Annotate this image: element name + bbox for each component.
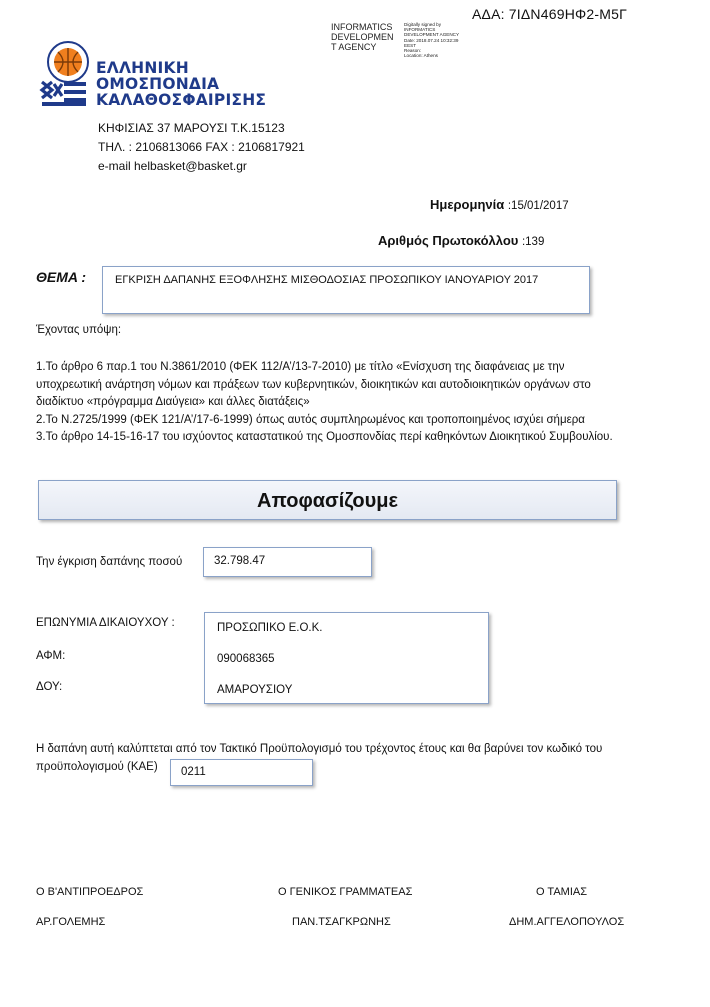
protocol-line [378,233,544,248]
signatory-name-vice-president: ΑΡ.ΓΟΛΕΜΗΣ [36,916,106,928]
decision-title: Αποφασίζουμε [38,480,617,520]
subject-label: ΘΕΜΑ : [36,269,87,285]
afm-label: ΑΦΜ: [36,650,66,662]
ada-code: ΑΔΑ: 7ΙΔΝ469ΗΦ2-Μ5Γ [472,6,627,22]
considering-heading: Έχοντας υπόψη: [36,324,122,336]
signatory-name-general-secretary: ΠΑΝ.ΤΣΑΓΚΡΩΝΗΣ [292,916,391,928]
beneficiary-name-label: ΕΠΩΝΥΜΙΑ ΔΙΚΑΙΟΥΧΟΥ : [36,617,175,629]
legal-references: 1.Το άρθρο 6 παρ.1 του Ν.3861/2010 (ΦΕΚ 112/Α’/13-7-2010) με τίτλο «Ενίσχυση της διαφάνειας με την υποχρεωτική ανάρτηση νόμων και πράξεων των κυβερνητικών, διοικητικών και αυτοδιοικητικών οργάνων στο διαδίκτυο «πρόγραμμα Διαύγεια» και άλλες διατάξεις» 2.Το Ν.2725/1999 (ΦΕΚ 121/Α’/17-6-1999) όπως αυτός συμπληρωμένος και τροποποιημένος ισχύει σήμερα 3.Το άρθρο 14-15-16-17 του ισχύοντος καταστατικού της Ομοσπονδίας περί καθηκόντων Διοικητικού Συμβουλίου. [36,361,613,443]
signatory-name-treasurer: ΔΗΜ.ΑΓΓΕΛΟΠΟΥΛΟΣ [509,916,625,928]
date-value: :15/01/2017 [507,200,569,212]
federation-logo-icon [38,40,98,112]
beneficiary-doy: ΑΜΑΡΟΥΣΙΟΥ [217,684,293,696]
protocol-value: :139 [521,236,545,248]
approval-amount-field: 32.798.47 [203,547,372,577]
date-label: Ημερομηνία [430,197,505,212]
beneficiary-name: ΠΡΟΣΩΠΙΚΟ Ε.Ο.Κ. [217,622,323,634]
kae-code-field: 0211 [170,759,313,786]
federation-address: ΚΗΦΙΣΙΑΣ 37 ΜΑΡΟΥΣΙ Τ.Κ.15123 ΤΗΛ. : 2106813066 FAX : 2106817921 e-mail helbasket@basket.gr [98,121,305,173]
signatory-role-treasurer: Ο ΤΑΜΙΑΣ [536,886,588,898]
signatory-role-general-secretary: Ο ΓΕΝΙΚΟΣ ΓΡΑΜΜΑΤΕΑΣ [278,886,413,898]
signatory-role-vice-president: Ο Β'ΑΝΤΙΠΡΟΕΔΡΟΣ [36,886,144,898]
approval-label: Την έγκριση δαπάνης ποσού [36,556,183,568]
digital-signature-signer: INFORMATICS DEVELOPMEN T AGENCY [331,22,394,52]
date-line [430,197,569,212]
digital-signature-details: Digitally signed by INFORMATICS DEVELOPMENT AGENCY Date: 2018.07.24 10:32:39 EEST Reason: Location: Athens [404,22,460,59]
beneficiary-box [204,612,489,704]
subject-box: ΕΓΚΡΙΣΗ ΔΑΠΑΝΗΣ ΕΞΟΦΛΗΣΗΣ ΜΙΣΘΟΔΟΣΙΑΣ ΠΡΟΣΩΠΙΚΟΥ ΙΑΝΟΥΑΡΙΟΥ 2017 [102,266,590,314]
protocol-label: Αριθμός Πρωτοκόλλου [378,233,519,248]
budget-text: Η δαπάνη αυτή καλύπτεται από τον Τακτικό Προϋπολογισμό του τρέχοντος έτους και θα βαρύνει τον κωδικό του προϋπολογισμού (ΚΑΕ) [36,743,603,773]
federation-name: ΕΛΛΗΝΙΚΗ ΟΜΟΣΠΟΝΔΙΑ ΚΑΛΑΘΟΣΦΑΙΡΙΣΗΣ [96,59,267,109]
beneficiary-afm: 090068365 [217,653,275,665]
doy-label: ΔΟΥ: [36,681,63,693]
